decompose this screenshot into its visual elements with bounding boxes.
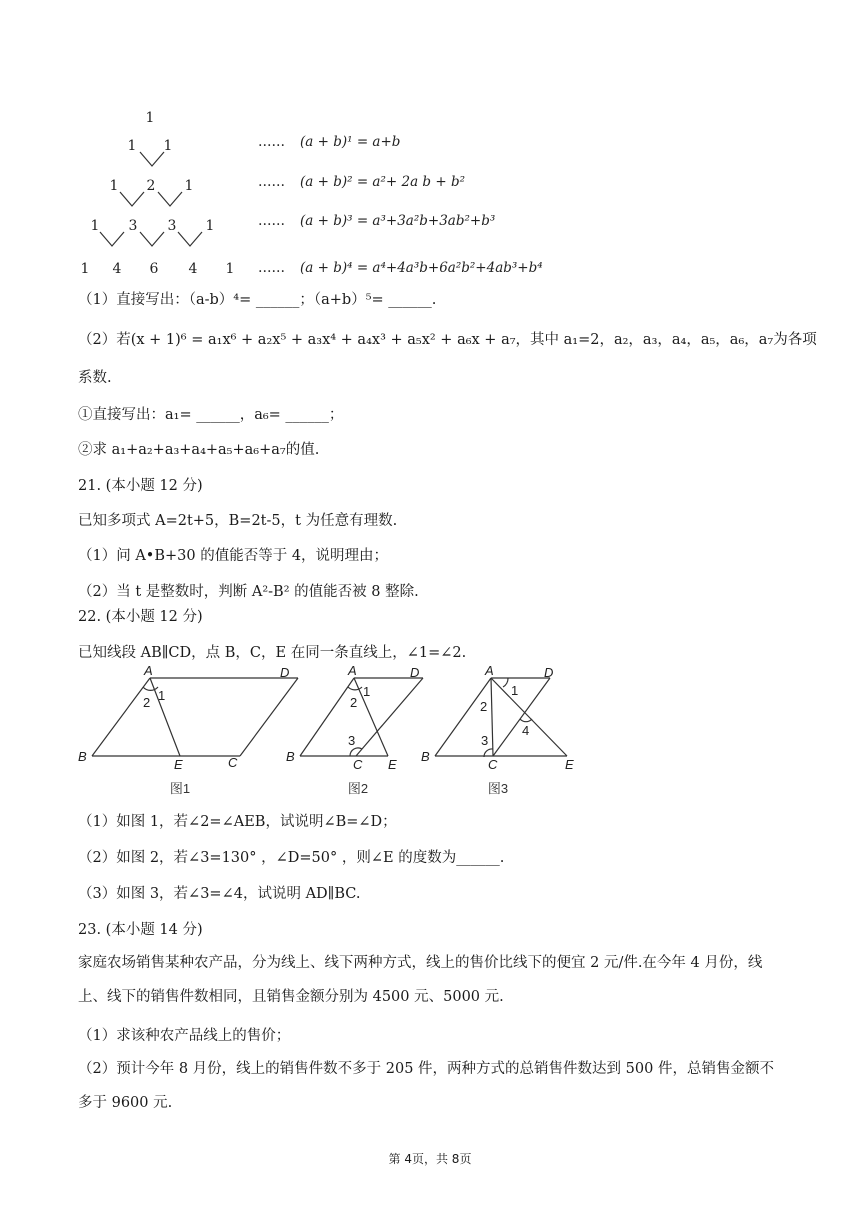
- q22-part2: （2）如图 2，若∠3=130° ，∠D=50° ，则∠E 的度数为______.: [78, 850, 505, 866]
- q20-sub1: ①直接写出：a₁= ______，a₆= ______；: [78, 407, 344, 423]
- fig1-caption: 图1: [169, 781, 191, 796]
- q22-title: 22. (本小题 12 分): [78, 609, 203, 625]
- fig1-E: E: [174, 757, 183, 772]
- tri-r3-c3: 1: [184, 178, 194, 194]
- fig2-C: C: [353, 757, 363, 772]
- formula-3: (a + b)³ = a³+3a²b+3ab²+b³: [300, 213, 496, 229]
- dots-4: ……: [258, 260, 285, 276]
- binomial-formulas: [258, 134, 543, 276]
- tri-r1-c1: 1: [145, 110, 155, 126]
- fig2-angle1: 1: [363, 684, 371, 699]
- fig1-angle2: 2: [143, 695, 151, 710]
- fig1-B: B: [78, 749, 87, 764]
- q20-sub2: ②求 a₁+a₂+a₃+a₄+a₅+a₆+a₇的值.: [78, 442, 320, 458]
- q23-title: 23. (本小题 14 分): [78, 922, 203, 938]
- q20-part2: （2）若(x + 1)⁶ = a₁x⁶ + a₂x⁵ + a₃x⁴ + a₄x³ + a₅x² + a₆x + a₇，其中 a₁=2，a₂，a₃，a₄，a₅，a₆，a₇为各项: [78, 332, 817, 348]
- figure-3-lines: [435, 678, 567, 757]
- q22-part1: （1）如图 1，若∠2=∠AEB，试说明∠B=∠D；: [78, 814, 397, 830]
- q20-part1: （1）直接写出：（a-b）⁴= ______；（a+b）⁵= ______.: [78, 292, 437, 308]
- fig3-D: D: [544, 665, 554, 680]
- tri-r5-c2: 4: [112, 261, 122, 277]
- fig2-D: D: [410, 665, 420, 680]
- fig3-angle3: 3: [481, 733, 489, 748]
- fig2-B: B: [286, 749, 295, 764]
- tri-r4-c2: 3: [128, 218, 138, 234]
- triangle-numbers: [81, 110, 235, 277]
- fig1-D: D: [280, 665, 290, 680]
- fig3-E: E: [565, 757, 574, 772]
- page-footer: 第 4页，共 8页: [388, 1152, 472, 1166]
- fig2-angle3: 3: [348, 733, 356, 748]
- formula-2: (a + b)² = a²+ 2a b + b²: [300, 174, 466, 190]
- dots-2: ……: [258, 174, 285, 190]
- q23-part1: （1）求该种农产品线上的售价；: [78, 1028, 291, 1044]
- q21-part1: （1）问 A•B+30 的值能否等于 4，说明理由；: [78, 548, 389, 564]
- fig2-A: A: [348, 665, 357, 678]
- q23-stem: 家庭农场销售某种农产品，分为线上、线下两种方式，线上的售价比线下的便宜 2 元/件.在今年 4 月份，线上、线下的销售件数相同，且销售金额分别为 4500 元、5000 元.: [78, 955, 763, 1005]
- tri-r5-c1: 1: [80, 261, 90, 277]
- pascal-triangle-figure: [70, 100, 790, 285]
- tri-r4-c1: 1: [90, 218, 100, 234]
- fig3-angle2: 2: [480, 699, 488, 714]
- fig3-caption: 图3: [487, 781, 509, 796]
- q21-stem: 已知多项式 A=2t+5，B=2t-5，t 为任意有理数.: [78, 513, 398, 529]
- dots-3: ……: [258, 213, 285, 229]
- figure-captions: [170, 781, 508, 796]
- formula-4: (a + b)⁴ = a⁴+4a³b+6a²b²+4ab³+b⁴: [300, 260, 543, 276]
- tri-r3-c2: 2: [146, 178, 156, 194]
- fig2-caption: 图2: [347, 781, 369, 796]
- fig2-E: E: [388, 757, 397, 772]
- fig2-angle2: 2: [350, 695, 358, 710]
- q21-title: 21. (本小题 12 分): [78, 478, 203, 494]
- dots-1: ……: [258, 134, 285, 150]
- fig3-angle4: 4: [522, 723, 530, 738]
- tri-r4-c4: 1: [205, 218, 215, 234]
- tri-r2-c1: 1: [127, 138, 137, 154]
- q20-part2-cont: 系数.: [78, 370, 112, 386]
- figure-1-lines: [92, 678, 298, 756]
- tri-r3-c1: 1: [109, 178, 119, 194]
- triangle-lines: [100, 152, 202, 246]
- fig3-C: C: [488, 757, 498, 772]
- tri-r4-c3: 3: [167, 218, 177, 234]
- q22-figures: [70, 665, 600, 805]
- q22-part3: （3）如图 3，若∠3=∠4，试说明 AD∥BC.: [78, 886, 361, 902]
- fig1-angle1: 1: [158, 688, 166, 703]
- tri-r5-c5: 1: [225, 261, 235, 277]
- fig3-angle1: 1: [511, 683, 519, 698]
- q21-part2: （2）当 t 是整数时，判断 A²-B² 的值能否被 8 整除.: [78, 584, 419, 600]
- figure-2-lines: [300, 678, 423, 756]
- q22-stem: 已知线段 AB∥CD，点 B，C，E 在同一条直线上，∠1=∠2.: [78, 645, 467, 661]
- formula-1: (a + b)¹ = a+b: [300, 134, 401, 150]
- fig3-A: A: [485, 665, 494, 678]
- tri-r5-c4: 4: [188, 261, 198, 277]
- fig3-B: B: [421, 749, 430, 764]
- fig1-A: A: [144, 665, 153, 678]
- tri-r2-c2: 1: [163, 138, 173, 154]
- fig1-C: C: [228, 755, 238, 770]
- tri-r5-c3: 6: [149, 261, 159, 277]
- q23-part2: （2）预计今年 8 月份，线上的销售件数不多于 205 件，两种方式的总销售件数达到 500 件，总销售金额不多于 9600 元.: [78, 1061, 774, 1111]
